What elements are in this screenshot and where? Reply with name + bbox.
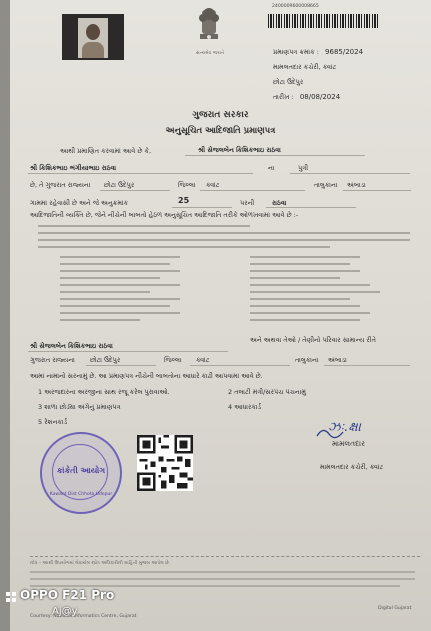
- footer-courtesy: Courtesy: National Informatics Centre, Gujarat: [30, 614, 137, 619]
- signature-flourish-icon: [315, 426, 345, 440]
- national-emblem-icon: [192, 4, 226, 48]
- date-label: તારીખ :: [273, 93, 294, 101]
- res-taluka: અંબાડા: [328, 356, 347, 364]
- barcode: [268, 14, 378, 28]
- village: છોટા ઉદેપુર: [104, 181, 135, 189]
- note-item: 2 તલાટી મંત્રી/સરપંચ પંચનામું: [228, 388, 306, 396]
- district: ક્વાંટ: [206, 181, 220, 189]
- note-item: 3 શાળા છોડ્યા અંગેનું પ્રમાણપત્ર: [38, 403, 121, 411]
- intro-text: આથી પ્રમાણિત કરવામાં આવે છે કે,: [60, 147, 152, 155]
- camera-device: OPPO F21 Pro: [20, 588, 115, 602]
- signatory-office: મામલતદાર કચેરી, ક્વાંટ: [320, 463, 384, 471]
- signature-mark: ઝઃ.ક્ષા: [328, 420, 361, 435]
- seal-ring-text: Kawant Dist Chhota Udepur: [49, 492, 113, 497]
- title-government: ગુજરાત સરકાર: [192, 110, 249, 120]
- residence-line: અને અથવા તેઓ / તેણીનો પરિવાર સામાન્ય રીતે: [250, 336, 376, 344]
- na-label: ના: [268, 164, 275, 172]
- relation: પુત્રી: [298, 164, 309, 172]
- emblem-caption: સત્યમેવ જયતે: [196, 51, 225, 56]
- res-district: ક્વાંટ: [196, 356, 210, 364]
- legal-clauses-fine-print: [30, 222, 420, 332]
- district-label: જિલ્લા: [178, 181, 196, 189]
- seal-text: કાંકેતી આયોગ: [56, 466, 106, 475]
- serial-no: 25: [178, 196, 190, 205]
- cert-no-value: 9685/2024: [325, 48, 364, 56]
- res-taluka-label: તાલુકાના: [295, 356, 319, 364]
- taluka: અંબાડા: [347, 181, 366, 189]
- official-seal: [40, 432, 122, 514]
- date-value: 08/08/2024: [299, 93, 341, 101]
- note-item: 4 આધારકાર્ડ: [228, 403, 262, 411]
- caste: રાઠવા: [272, 199, 287, 207]
- qr-code-icon: [137, 435, 193, 491]
- caste-intro: ગામમાં રહેવાસી છે અને જે અનુક્રમાંક: [30, 199, 129, 207]
- certificate-paper: [10, 0, 431, 631]
- village-prefix: છે, તે ગુજરાત રાજ્યના: [30, 181, 91, 189]
- office-line1: મામલતદાર કચેરી, ક્વાંટ: [273, 63, 337, 71]
- barcode-number: 2400009600008665: [272, 4, 319, 9]
- camera-sub: Aj@y: [52, 606, 78, 617]
- footer-right: Digital Gujarat: [378, 606, 412, 611]
- person-name: શ્રી સેજલબેન કિશિકભાઇ રાઠવા: [198, 146, 281, 154]
- office-line2: છોટા ઉદેપુર: [273, 78, 304, 86]
- caste-label: પરની: [240, 199, 255, 207]
- applicant-photo: [62, 14, 124, 60]
- signatory-title: મામલતદાર: [332, 439, 365, 448]
- footer-note: નોંધ – આથી ઉપયોગમાં લેવાયેલ સ્ત્રોત્ર અધિકારીની માહિતી મુજબ આપેલ છે.: [30, 561, 171, 566]
- resident-name: શ્રી સેજલબેન કિશિકભાઇ રાઠવા: [30, 342, 113, 350]
- res-district-label: જિલ્લા: [164, 356, 182, 364]
- note-item: 5 રેશનકાર્ડ: [38, 418, 68, 426]
- taluka-label: તાલુકાના: [314, 181, 338, 189]
- note-item: 1 અરજદારના અરજીના સાથ રજૂ કરેલ પુરાવાઓ.: [38, 388, 170, 396]
- notes-intro: આમાં નામાંનો સરનામું છે. આ પ્રમાણપત્ર નીચેની બાબતોના આધારે કાઢી આપવામાં આવે છે.: [30, 372, 263, 380]
- rule-text: આદિજાતિની વ્યક્તિ છે, જેને નીચેની બાબતો હેઠળ અનુસૂચિત આદિજાતિ તરીકે ઓળખવામાં આવે છે :-: [30, 211, 299, 219]
- res-village: છોટા ઉદેપુર: [90, 356, 121, 364]
- title-certificate: અનુસૂચિત આદિજાતિ પ્રમાણપત્ર: [165, 126, 276, 136]
- father-name: શ્રી કિશિકભાઇ ભંગીયાભાઇ રાઠવા: [30, 164, 117, 172]
- res-village-prefix: ગુજરાત રાજ્યના: [30, 356, 75, 364]
- cert-no-label: પ્રમાણપત્ર ક્રમાંક :: [273, 48, 319, 56]
